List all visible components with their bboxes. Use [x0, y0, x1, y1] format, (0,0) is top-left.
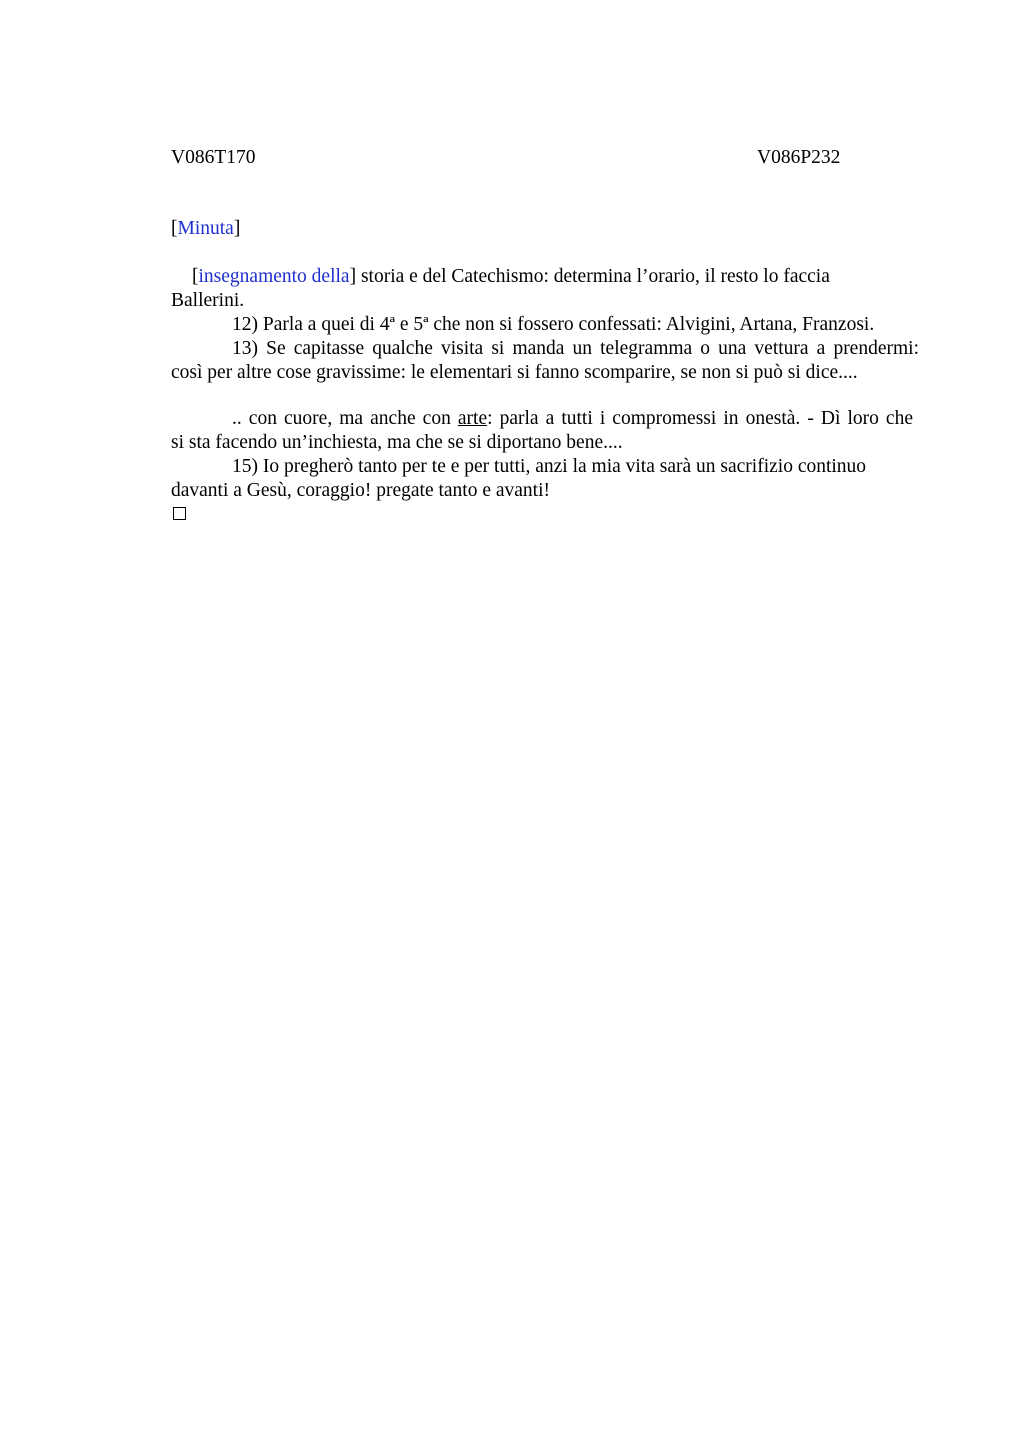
reference-code-right: V086P232 — [757, 147, 841, 168]
reference-code-left: V086T170 — [171, 147, 256, 168]
paragraph-1-line-2: Ballerini. — [171, 290, 245, 311]
item-13-line-2: così per altre cose gravissime: le elementari si fanno scomparire, se non si può si dice.... — [171, 362, 858, 383]
bracket-close: ] — [349, 266, 357, 287]
paragraph-14-line-1 — [171, 407, 913, 431]
bracket-close: ] — [233, 218, 241, 239]
item-12: 12) Parla a quei di 4ª e 5ª che non si fossero confessati: Alvigini, Artana, Franzosi. — [232, 314, 875, 335]
item-15-line-2: davanti a Gesù, coraggio! pregate tanto e avanti! — [171, 480, 551, 501]
paragraph-14-text-after: : parla a tutti i compromessi in onestà. - Dì loro che — [487, 408, 913, 429]
editorial-insertion: insegnamento della — [198, 266, 350, 287]
bracket-open: [ — [171, 218, 178, 239]
underlined-word: arte — [457, 408, 488, 429]
minuta-label — [171, 217, 240, 241]
end-square-icon — [173, 507, 186, 520]
minuta-label-text: Minuta — [177, 218, 234, 239]
paragraph-1-text: storia e del Catechismo: determina l’orario, il resto lo faccia — [356, 266, 830, 287]
paragraph-1-line-1 — [192, 265, 830, 289]
bracket-open: [ — [192, 266, 199, 287]
item-13-line-1: 13) Se capitasse qualche visita si manda un telegramma o una vettura a prendermi: — [232, 338, 919, 359]
item-15-line-1: 15) Io pregherò tanto per te e per tutti, anzi la mia vita sarà un sacrifizio continuo — [232, 456, 867, 477]
paragraph-14-text-before: .. con cuore, ma anche con — [232, 408, 458, 429]
paragraph-14-line-2: si sta facendo un’inchiesta, ma che se si diportano bene.... — [171, 432, 623, 453]
